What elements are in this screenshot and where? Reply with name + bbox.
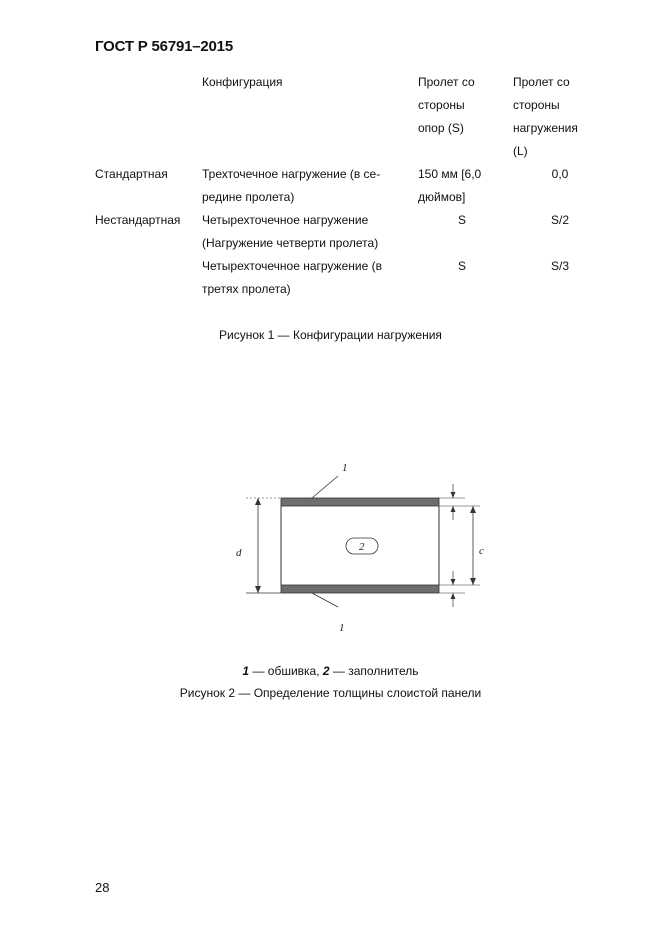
top-skin-leader: [312, 476, 338, 498]
core-label: 2: [359, 541, 365, 553]
top-skin-label: 1: [342, 462, 348, 474]
bottom-skin-label: 1: [339, 622, 345, 634]
c-arrow-bottom: [470, 578, 476, 585]
row-span-supports-value: S: [457, 259, 466, 273]
d-arrow-top: [255, 498, 261, 505]
row-config-three-point: Трехточечное нагружение (в се- редине пролета): [202, 167, 381, 204]
row-span-supports-value: 150 мм [6,0 дюймов]: [418, 167, 482, 204]
figure1-caption: Рисунок 1 — Конфигурации нагружения: [219, 328, 442, 342]
row-type-standard: Стандартная: [95, 167, 168, 181]
figure2-caption: Рисунок 2 — Определение толщины слоистой панели: [179, 686, 482, 700]
row-config-four-point-quarter: Четырехточечное нагружение (Нагружение четверти пролета): [202, 213, 379, 250]
column-header-span-loading: Пролет со стороны нагружения (L): [513, 75, 578, 158]
row-span-loading-value: 0,0: [551, 167, 569, 181]
column-header-configuration: Конфигурация: [202, 75, 283, 89]
c-arrow-top: [470, 506, 476, 513]
page-number: 28: [95, 880, 110, 895]
figure2-legend: 1 — обшивка, 2 — заполнитель: [242, 664, 419, 678]
top-skin: [281, 498, 439, 506]
bottom-skin-leader: [312, 593, 338, 607]
row-config-four-point-thirds: Четырехточечное нагружение (в третях пролета): [202, 259, 382, 296]
row-type-nonstandard: Нестандартная: [95, 213, 181, 227]
column-header-span-supports: Пролет со стороны опор (S): [418, 75, 475, 135]
row-span-loading-value: S/3: [550, 259, 569, 273]
d-label: d: [236, 547, 242, 559]
d-arrow-bottom: [255, 586, 261, 593]
row-span-supports-value: S: [457, 213, 466, 227]
document-header: ГОСТ Р 56791–2015: [95, 38, 233, 55]
row-span-loading-value: S/2: [550, 213, 569, 227]
bottom-skin: [281, 585, 439, 593]
c-label: c: [479, 545, 484, 557]
